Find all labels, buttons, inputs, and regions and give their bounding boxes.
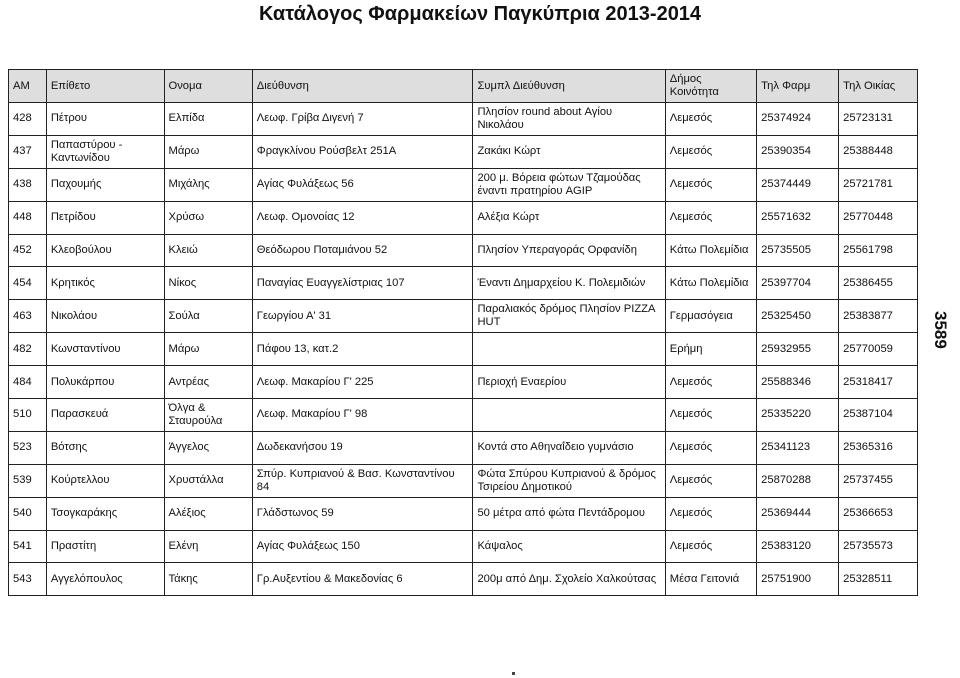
cell-onoma: Χρύσω — [164, 201, 252, 234]
cell-dimos: Λεμεσός — [665, 168, 756, 201]
cell-symp-dieuthynsi: Περιοχή Εναερίου — [473, 366, 665, 399]
cell-dieuthynsi: Αγίας Φυλάξεως 150 — [252, 530, 473, 563]
table-row — [9, 464, 918, 497]
header-epitheto: Επίθετο — [46, 70, 164, 103]
cell-dimos: Λεμεσός — [665, 366, 756, 399]
document-title: Κατάλογος Φαρμακείων Παγκύπρια 2013-2014 — [258, 3, 702, 25]
header-dieuthynsi: Διεύθυνση — [252, 70, 473, 103]
table-row — [9, 366, 918, 399]
cell-til-farm: 25383120 — [757, 530, 839, 563]
cell-til-farm: 25374449 — [757, 168, 839, 201]
cell-dimos: Κάτω Πολεμίδια — [665, 234, 756, 267]
cell-til-oikias: 25386455 — [839, 267, 918, 300]
cell-symp-dieuthynsi: 200 μ. Βόρεια φώτων Τζαμούδας έναντι πρατηρίου AGIP — [473, 168, 665, 201]
cell-dimos: Κάτω Πολεμίδια — [665, 267, 756, 300]
cell-am: 510 — [9, 399, 47, 432]
footer-dot — [512, 672, 515, 675]
cell-epitheto: Βότσης — [46, 431, 164, 464]
cell-dieuthynsi: Γλάδστωνος 59 — [252, 497, 473, 530]
cell-am: 482 — [9, 333, 47, 366]
cell-til-oikias: 25383877 — [839, 300, 918, 333]
cell-symp-dieuthynsi: Πλησίον Υπεραγοράς Ορφανίδη — [473, 234, 665, 267]
cell-am: 452 — [9, 234, 47, 267]
header-am: ΑΜ — [9, 70, 47, 103]
cell-dieuthynsi: Αγίας Φυλάξεως 56 — [252, 168, 473, 201]
cell-am: 438 — [9, 168, 47, 201]
cell-dieuthynsi: Πάφου 13, κατ.2 — [252, 333, 473, 366]
table-row — [9, 168, 918, 201]
table-row — [9, 431, 918, 464]
header-dimos: Δήμος Κοινότητα — [665, 70, 756, 103]
cell-til-oikias: 25561798 — [839, 234, 918, 267]
cell-til-oikias: 25366653 — [839, 497, 918, 530]
cell-symp-dieuthynsi: 50 μέτρα από φώτα Πεντάδρομου — [473, 497, 665, 530]
cell-til-farm: 25932955 — [757, 333, 839, 366]
cell-symp-dieuthynsi: Αλέξια Κώρτ — [473, 201, 665, 234]
cell-symp-dieuthynsi: Κάψαλος — [473, 530, 665, 563]
cell-onoma: Χρυστάλλα — [164, 464, 252, 497]
table-row — [9, 234, 918, 267]
cell-am: 484 — [9, 366, 47, 399]
cell-til-oikias: 25365316 — [839, 431, 918, 464]
cell-dieuthynsi: Δωδεκανήσου 19 — [252, 431, 473, 464]
table-row — [9, 497, 918, 530]
cell-til-farm: 25735505 — [757, 234, 839, 267]
table-row — [9, 201, 918, 234]
cell-til-farm: 25341123 — [757, 431, 839, 464]
cell-til-farm: 25325450 — [757, 300, 839, 333]
cell-onoma: Όλγα & Σταυρούλα — [164, 399, 252, 432]
cell-dimos: Λεμεσός — [665, 530, 756, 563]
table-row — [9, 563, 918, 596]
header-symp-dieuthynsi: Συμπλ Διεύθυνση — [473, 70, 665, 103]
cell-dieuthynsi: Λεωφ. Ομονοίας 12 — [252, 201, 473, 234]
cell-epitheto: Κλεοβούλου — [46, 234, 164, 267]
cell-dieuthynsi: Θεόδωρου Ποταμιάνου 52 — [252, 234, 473, 267]
cell-am: 454 — [9, 267, 47, 300]
cell-onoma: Μιχάλης — [164, 168, 252, 201]
cell-til-farm: 25397704 — [757, 267, 839, 300]
cell-dimos: Γερμασόγεια — [665, 300, 756, 333]
cell-til-oikias: 25318417 — [839, 366, 918, 399]
cell-onoma: Σούλα — [164, 300, 252, 333]
cell-epitheto: Νικολάου — [46, 300, 164, 333]
cell-til-farm: 25335220 — [757, 399, 839, 432]
cell-epitheto: Πέτρου — [46, 103, 164, 136]
cell-am: 540 — [9, 497, 47, 530]
cell-dimos: Ερήμη — [665, 333, 756, 366]
cell-til-oikias: 25735573 — [839, 530, 918, 563]
cell-onoma: Κλειώ — [164, 234, 252, 267]
cell-til-oikias: 25723131 — [839, 103, 918, 136]
cell-onoma: Αλέξιος — [164, 497, 252, 530]
cell-am: 541 — [9, 530, 47, 563]
table-row — [9, 135, 918, 168]
cell-symp-dieuthynsi: Έναντι Δημαρχείου Κ. Πολεμιδιών — [473, 267, 665, 300]
cell-dimos: Λεμεσός — [665, 103, 756, 136]
cell-til-oikias: 25770059 — [839, 333, 918, 366]
cell-onoma: Αντρέας — [164, 366, 252, 399]
cell-til-oikias: 25388448 — [839, 135, 918, 168]
cell-onoma: Μάρω — [164, 333, 252, 366]
table-row — [9, 399, 918, 432]
cell-til-oikias: 25328511 — [839, 563, 918, 596]
cell-symp-dieuthynsi — [473, 333, 665, 366]
cell-onoma: Άγγελος — [164, 431, 252, 464]
cell-dieuthynsi: Σπύρ. Κυπριανού & Βασ. Κωνσταντίνου 84 — [252, 464, 473, 497]
cell-til-farm: 25369444 — [757, 497, 839, 530]
cell-til-oikias: 25721781 — [839, 168, 918, 201]
cell-dieuthynsi: Λεωφ. Μακαρίου Γ' 98 — [252, 399, 473, 432]
table-header-row — [9, 70, 918, 103]
cell-epitheto: Αγγελόπουλος — [46, 563, 164, 596]
cell-symp-dieuthynsi: Κοντά στο Αθηναΐδειο γυμνάσιο — [473, 431, 665, 464]
cell-symp-dieuthynsi: Ζακάκι Κώρτ — [473, 135, 665, 168]
header-til-farm: Τηλ Φαρμ — [757, 70, 839, 103]
cell-epitheto: Παχουμής — [46, 168, 164, 201]
cell-til-farm: 25374924 — [757, 103, 839, 136]
cell-dieuthynsi: Γρ.Αυξεντίου & Μακεδονίας 6 — [252, 563, 473, 596]
cell-epitheto: Κούρτελλου — [46, 464, 164, 497]
cell-dimos: Λεμεσός — [665, 135, 756, 168]
table-row — [9, 267, 918, 300]
cell-dimos: Λεμεσός — [665, 464, 756, 497]
cell-dimos: Λεμεσός — [665, 431, 756, 464]
cell-dimos: Λεμεσός — [665, 497, 756, 530]
table-row — [9, 103, 918, 136]
cell-dieuthynsi: Γεωργίου Α' 31 — [252, 300, 473, 333]
cell-am: 523 — [9, 431, 47, 464]
cell-epitheto: Παρασκευά — [46, 399, 164, 432]
cell-symp-dieuthynsi: 200μ από Δημ. Σχολείο Χαλκούτσας — [473, 563, 665, 596]
cell-til-farm: 25390354 — [757, 135, 839, 168]
cell-onoma: Ελένη — [164, 530, 252, 563]
cell-am: 463 — [9, 300, 47, 333]
cell-til-farm: 25870288 — [757, 464, 839, 497]
cell-epitheto: Τσογκαράκης — [46, 497, 164, 530]
cell-dieuthynsi: Φραγκλίνου Ρούσβελτ 251Α — [252, 135, 473, 168]
cell-epitheto: Κρητικός — [46, 267, 164, 300]
cell-symp-dieuthynsi: Παραλιακός δρόμος Πλησίον PIZZA HUT — [473, 300, 665, 333]
cell-epitheto: Πραστίτη — [46, 530, 164, 563]
table-row — [9, 333, 918, 366]
table-row — [9, 300, 918, 333]
cell-onoma: Ελπίδα — [164, 103, 252, 136]
cell-dimos: Μέσα Γειτονιά — [665, 563, 756, 596]
cell-til-oikias: 25737455 — [839, 464, 918, 497]
cell-am: 448 — [9, 201, 47, 234]
cell-onoma: Τάκης — [164, 563, 252, 596]
cell-dimos: Λεμεσός — [665, 399, 756, 432]
table-row — [9, 530, 918, 563]
cell-epitheto: Κωνσταντίνου — [46, 333, 164, 366]
cell-dieuthynsi: Λεωφ. Γρίβα Διγενή 7 — [252, 103, 473, 136]
cell-til-oikias: 25387104 — [839, 399, 918, 432]
cell-symp-dieuthynsi — [473, 399, 665, 432]
cell-onoma: Μάρω — [164, 135, 252, 168]
cell-am: 539 — [9, 464, 47, 497]
cell-am: 437 — [9, 135, 47, 168]
cell-til-farm: 25571632 — [757, 201, 839, 234]
cell-epitheto: Παπαστύρου - Καντωνίδου — [46, 135, 164, 168]
cell-onoma: Νίκος — [164, 267, 252, 300]
cell-symp-dieuthynsi: Πλησίον round about Αγίου Νικολάου — [473, 103, 665, 136]
cell-dieuthynsi: Λεωφ. Μακαρίου Γ' 225 — [252, 366, 473, 399]
cell-symp-dieuthynsi: Φώτα Σπύρου Κυπριανού & δρόμος Τσιρείου Δημοτικού — [473, 464, 665, 497]
cell-til-farm: 25588346 — [757, 366, 839, 399]
page-stamp-number: 3589 — [931, 311, 950, 349]
cell-epitheto: Πολυκάρπου — [46, 366, 164, 399]
cell-am: 428 — [9, 103, 47, 136]
cell-til-farm: 25751900 — [757, 563, 839, 596]
cell-epitheto: Πετρίδου — [46, 201, 164, 234]
cell-am: 543 — [9, 563, 47, 596]
header-til-oikias: Τηλ Οικίας — [839, 70, 918, 103]
cell-til-oikias: 25770448 — [839, 201, 918, 234]
header-onoma: Ονομα — [164, 70, 252, 103]
pharmacy-table — [8, 69, 918, 596]
cell-dimos: Λεμεσός — [665, 201, 756, 234]
cell-dieuthynsi: Παναγίας Ευαγγελίστριας 107 — [252, 267, 473, 300]
